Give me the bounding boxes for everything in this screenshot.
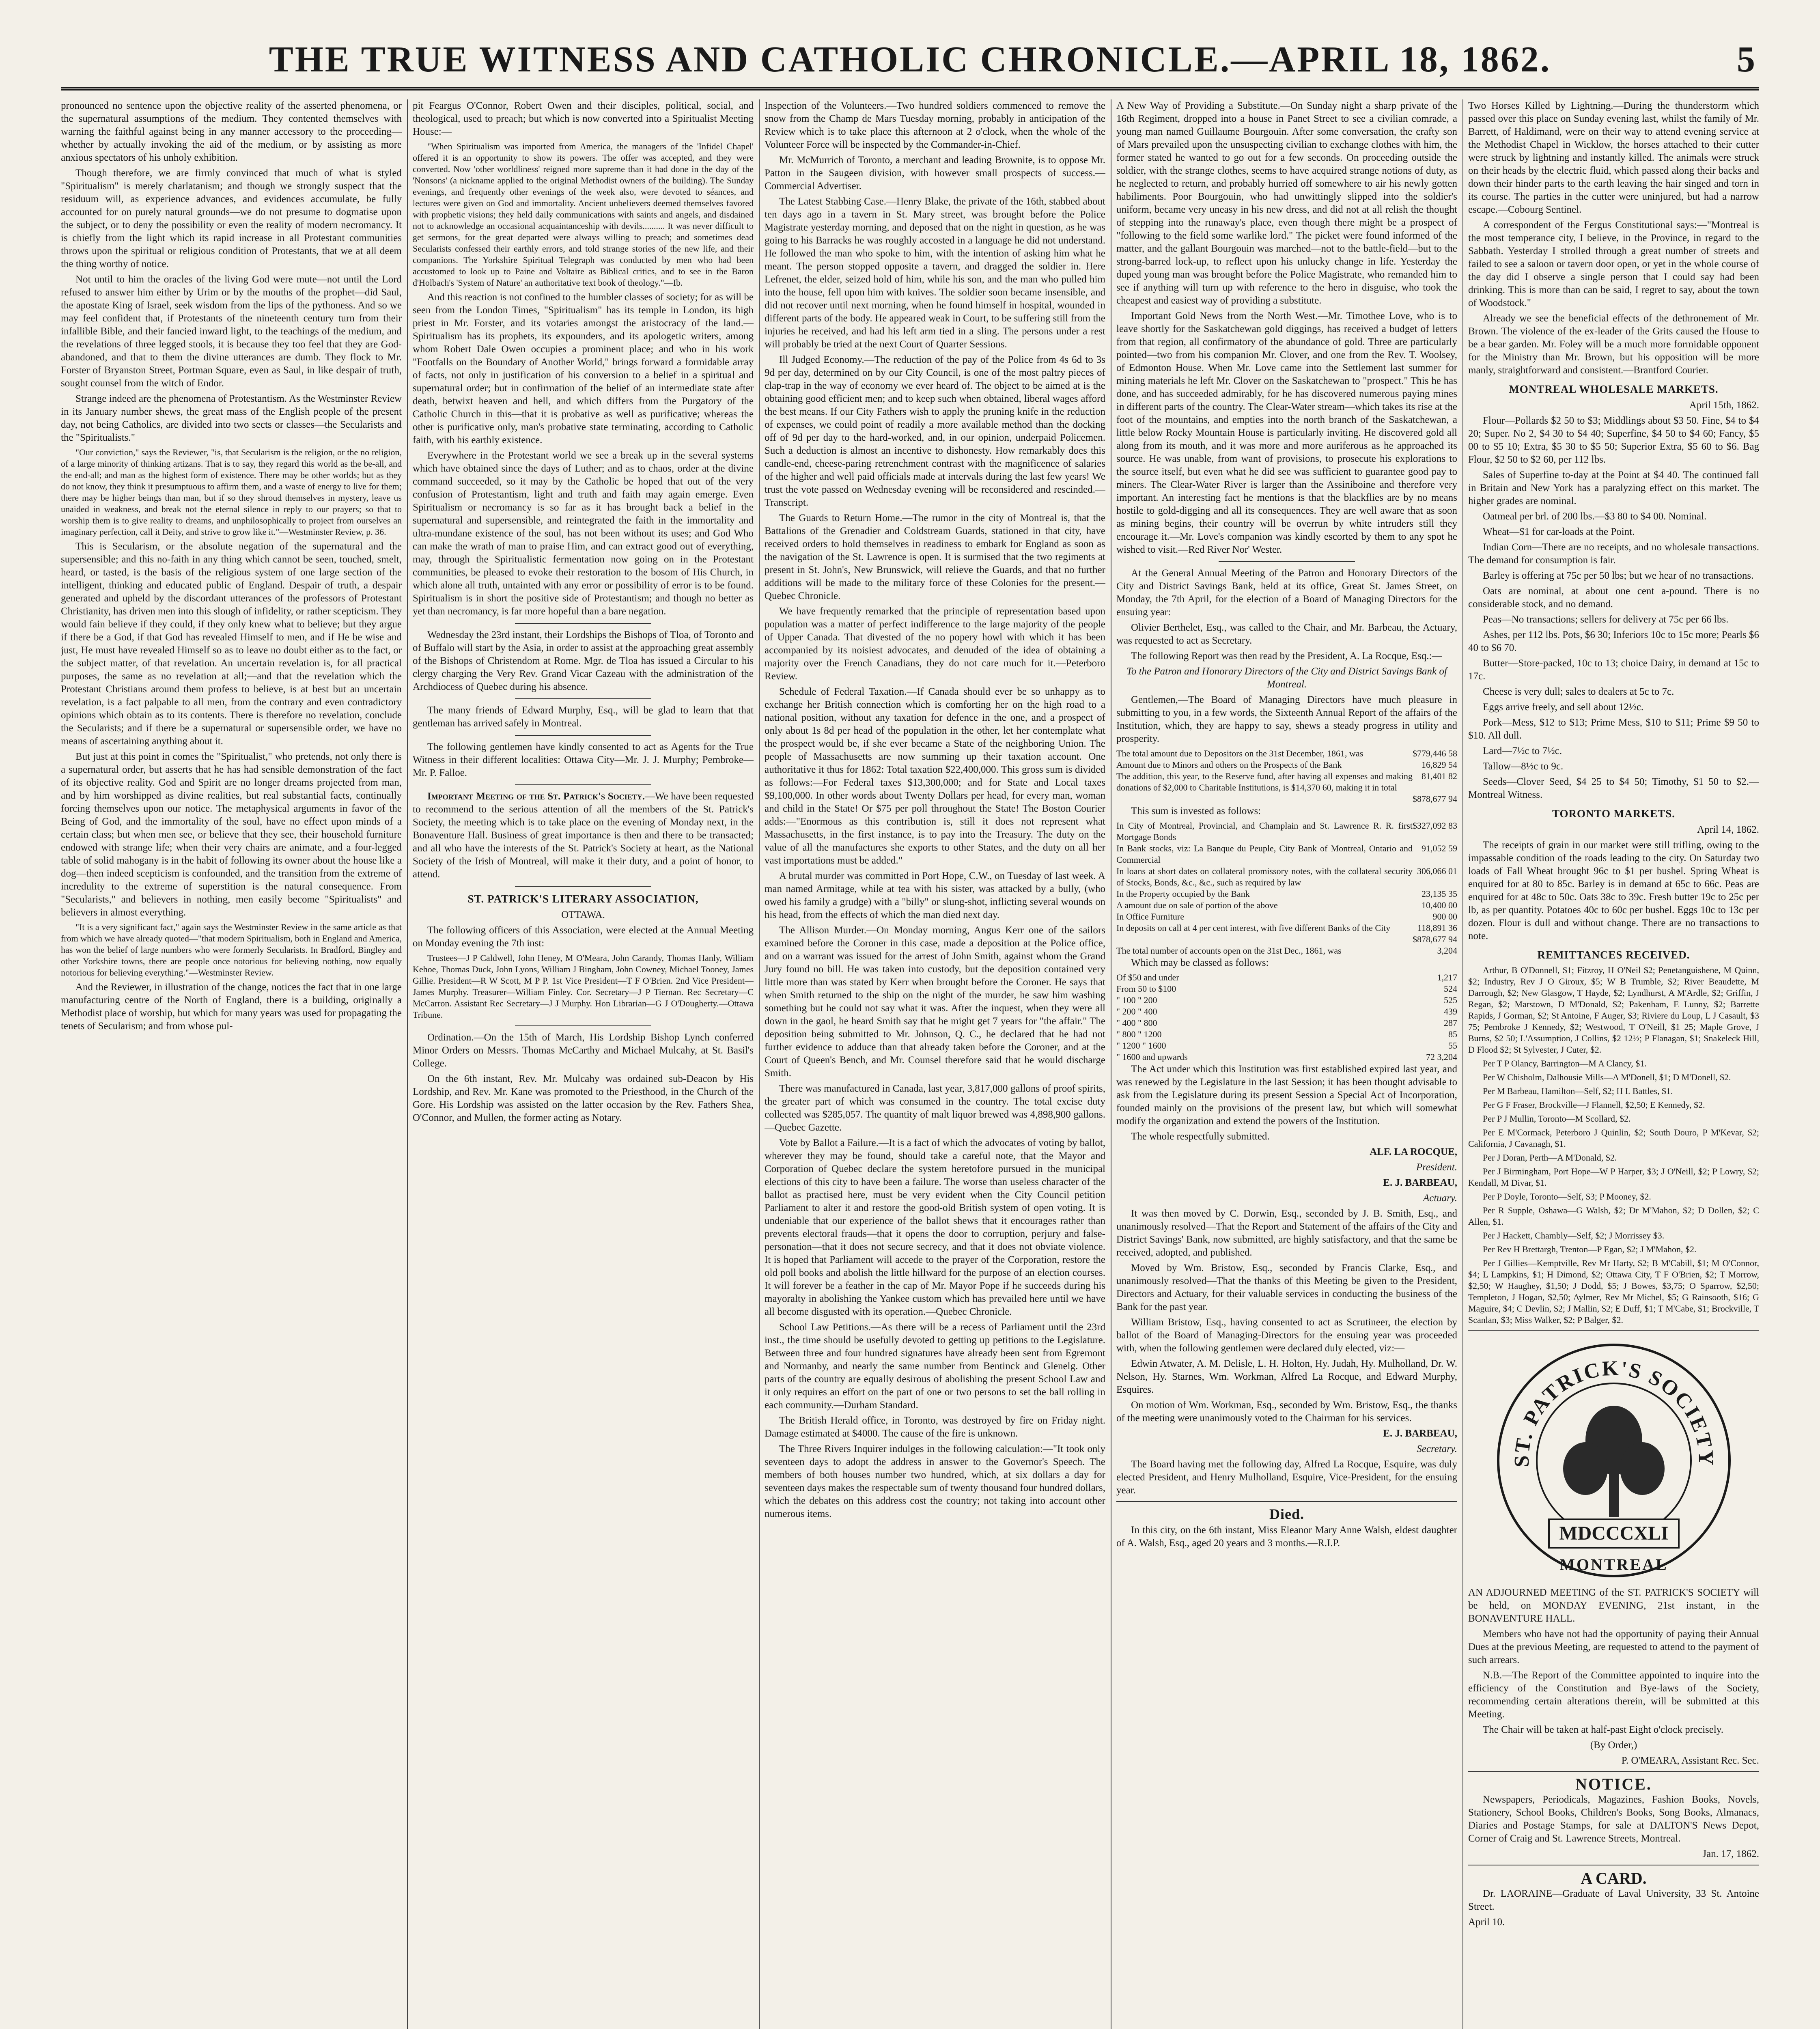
table-row <box>1116 934 1457 945</box>
column-rule <box>407 99 408 2029</box>
table-label-cell: In City of Montreal, Provincial, and Champlain and St. Lawrence R. R. first Mortgage Bonds <box>1116 821 1413 842</box>
article-paragraph: Two Horses Killed by Lightning.—During the thunderstorm which passed over this place on Sunday evening last, whilst the family of Mr. Barrett, of Haldimand, were on their way to attend evening service at the Methodist Chapel in Wicklow, the horses attached to their cutter were struck by lightning and instantly killed. The animals were struck on their heads by the electric fluid, which passed along their backs and down their hinder parts to the earth leaving the hair singed and torn in its course. The parties in the cutter were uninjured, but had a narrow escape.—Cobourg Sentinel. <box>1468 100 1759 215</box>
market-entry: Cheese is very dull; sales to dealers at 5c to 7c. <box>1483 686 1674 697</box>
remittance-entry: Per P Doyle, Toronto—Self, $3; P Mooney, $2. <box>1483 1191 1651 1202</box>
article-paragraph: Ill Judged Economy.—The reduction of the pay of the Police from 4s 6d to 3s 9d per day, determined on by our City Council, is one of the most paltry pieces of clap-trap in the way of economy we ever heard of. The object to be aimed at is the obtaining good efficient men; and to keep such when obtained, liberal wages afford the best means. If our City Fathers wish to apply the pruning knife in the reduction of expenses, we could point of readily a more available method than the docking off of 9d per day to the hard-worked, and, in our opinion, underpaid Policemen. Such a deduction is almost an incentive to dishonesty. How remarkably does this candle-end, cheese-paring retrenchment contrast with the magnificence of salaries of the higher and well paid officials made at intervals during the last few years! We trust the vote passed on Wednesday evening will be reconsidered and rescinded.—Transcript. <box>765 354 1105 508</box>
table-amount-cell: 306,066 01 <box>1417 866 1457 876</box>
remittance-entry: Per W Chisholm, Dalhousie Mills—A M'Donell, $1; D M'Donell, $2. <box>1483 1072 1731 1082</box>
meeting-notice: N.B.—The Report of the Committee appointed to inquire into the efficiency of the Constitution and Bye-laws of the Society, recommending certain alterations therein, will be submitted at this Meeting. <box>1468 1670 1759 1720</box>
table-row <box>1116 983 1457 995</box>
market-entry: Oats are nominal, at about one cent a-pound. There is no considerable stock, and no demand. <box>1468 586 1759 610</box>
article-paragraph: The whole respectfully submitted. <box>1131 1131 1270 1142</box>
table-label-cell <box>1116 934 1413 945</box>
table-row <box>1116 1040 1457 1051</box>
article-paragraph: Moved by Wm. Bristow, Esq., seconded by Francis Clarke, Esq., and unanimously resolved—That the thanks of this Meeting be given to the President, Directors and Actuary, for their valuable services in conducting the business of the Bank for the past year. <box>1116 1262 1457 1312</box>
table-label-cell: " 1600 and upwards <box>1116 1052 1188 1062</box>
table-row <box>1116 866 1457 888</box>
remittance-entry: Per G F Fraser, Brockville—J Flannell, $2,50; E Kennedy, $2. <box>1483 1100 1705 1110</box>
article-paragraph: This sum is invested as follows: <box>1131 806 1261 816</box>
section-divider <box>515 886 651 887</box>
seal-year: MDCCCXLI <box>1559 1523 1669 1544</box>
table-row <box>1116 1051 1457 1063</box>
article-paragraph: pit Feargus O'Connor, Robert Owen and their disciples, political, social, and theological, used to preach; but which is now converted into a Spiritualist Meeting House:— <box>413 100 754 137</box>
report-address: To the Patron and Honorary Directors of the City and District Savings Bank of Montreal. <box>1126 666 1447 690</box>
article-paragraph: School Law Petitions.—As there will be a recess of Parliament until the 23rd inst., the time should be usefully devoted to getting up petitions to the Legislature. Between three and four hundred signatures have already been sent from Egremont and Normanby, and nearly the same number from Bentinck and Glenelg. Other parts of the country are equally desirous of abolishing the present School Law and it only requires an effort on the part of one or two persons to set the ball rolling in each community.—Durham Standard. <box>765 1322 1105 1411</box>
article-paragraph: Wednesday the 23rd instant, their Lordships the Bishops of Tloa, of Toronto and of Buffalo will start by the Asia, in order to assist at the approaching great assembly of the Bishops of Christendom at Rome. Mgr. de Tloa has issued a Circular to his clergy charging the Very Rev. Grand Vicar Cazeau with the administration of the Archdiocess of Quebec during his absence. <box>413 629 754 692</box>
remittance-entry: Per J Doran, Perth—A M'Donald, $2. <box>1483 1152 1617 1163</box>
article-paragraph: At the General Annual Meeting of the Patron and Honorary Directors of the City and District Savings Bank, held at its office, Great St. James Street, on Monday, the 7th April, for the election of a Board of Managing Directors for the ensuing year: <box>1116 568 1457 618</box>
table-amount-cell: 524 <box>1444 984 1457 994</box>
column-2 <box>413 99 754 2029</box>
notice-heading: NOTICE. <box>1575 1775 1652 1793</box>
accounts-classification-table <box>1116 972 1457 1063</box>
article-paragraph: And the Reviewer, in illustration of the change, notices the fact that in one large manufacturing centre of the North of England, there is a building, originally a Methodist place of worship, but which for many years was used for propagating the tenets of Secularism; and from whose pul- <box>61 982 402 1032</box>
table-amount-cell: 1,217 <box>1437 972 1457 982</box>
block-quote: "It is a very significant fact," again says the Westminster Review in the same article as that from which we have already quoted—"that modern Spiritualism, both in England and America, has won the belief of large numbers who were formerly Secularists. In Bradford, Bingley and other Yorkshire towns, there are people once notorious for believing nothing, now equally notorious for believing everything."—Westminster Review. <box>61 922 402 978</box>
card-heading: A CARD. <box>1581 1869 1647 1887</box>
market-entry: Butter—Store-packed, 10c to 13; choice Dairy, in demand at 15c to 17c. <box>1468 658 1759 682</box>
officer-list: Trustees—J P Caldwell, John Heney, M O'Meara, John Carandy, Thomas Hanly, William Kehoe, Thomas Duck, John Lyons, William J Bingham, John Cowney, Michael Tooney, James Gillie. President—R W Scott, M P P. 1st Vice President—T F O'Brien. 2nd Vice President—James Murphy. Treasurer—William Finley. Cor. Secretary—J P Tiernan. Rec Secretary—C McCarron. Assistant Rec Secretary—J J Murphy. Hon Librarian—G J O'Dougherty.—Ottawa Tribune. <box>413 953 754 1020</box>
market-entry: Ashes, per 112 lbs. Pots, $6 30; Inferiors 10c to 15c more; Pearls $6 40 to $6 70. <box>1468 629 1759 653</box>
remittance-entry: Per M Barbeau, Hamilton—Self, $2; H L Battles, $1. <box>1483 1086 1673 1096</box>
table-amount-cell: 287 <box>1444 1018 1457 1028</box>
section-divider <box>1468 1330 1759 1331</box>
table-label-cell: " 400 " 800 <box>1116 1018 1157 1028</box>
section-heading: ST. PATRICK'S LITERARY ASSOCIATION, <box>467 893 699 905</box>
table-row <box>1116 793 1457 805</box>
market-entry: Barley is offering at 75c per 50 lbs; but we hear of no transactions. <box>1483 570 1754 581</box>
article-text: —We have been requested to recommend to the serious attention of all the members of the St. Patrick's Society, the meeting which is to take place on the evening of Monday next, in the Bonaventure Hall. Business of great importance is then and there to be transacted; and all who have the interests of the St. Patrick's Society at heart, as the National Society of the Irish of Montreal, will make it their duty, and a point of honor, to attend. <box>413 791 754 880</box>
market-date: April 15th, 1862. <box>1689 400 1759 411</box>
table-label-cell: In Bank stocks, viz: La Banque du Peuple, City Bank of Montreal, Ontario and Commercial <box>1116 843 1413 865</box>
investment-table <box>1116 820 1457 945</box>
table-label-cell: Of $50 and under <box>1116 972 1179 982</box>
seal-emblem-icon <box>1492 1339 1736 1582</box>
died-heading: Died. <box>1269 1506 1304 1522</box>
market-entry: Flour—Pollards $2 50 to $3; Middlings about $3 50. Fine, $4 to $4 20; Super. No 2, $4 30 to $4 40; Superfine, $4 50 to $4 60; Fancy, $5 00 to $5 10; Extra, $5 30 to $5 50; Superior Extra, $5 60 to $6. Bag Flour, $2 50 to $2 60, per 112 lbs. <box>1468 415 1759 465</box>
table-row <box>1116 900 1457 911</box>
table-label-cell: The addition, this year, to the Reserve fund, after having all expenses and making donations of $2,000 to Charitable Institutions, is $14,370 60, making it in total <box>1116 771 1413 793</box>
market-entry: Eggs arrive freely, and sell about 12½c. <box>1483 702 1644 713</box>
masthead <box>61 39 1759 90</box>
market-entry: Oatmeal per brl. of 200 lbs.—$3 80 to $4 00. Nominal. <box>1483 511 1707 522</box>
table-label-cell: In Office Furniture <box>1116 911 1184 922</box>
signature-title: Actuary. <box>1423 1193 1457 1204</box>
article-paragraph: Mr. McMurrich of Toronto, a merchant and leading Brownite, is to oppose Mr. Patton in the Saugeen division, with however small prospects of success.—Commercial Advertiser. <box>765 155 1105 192</box>
market-heading: MONTREAL WHOLESALE MARKETS. <box>1509 383 1719 395</box>
column-1 <box>61 99 402 2029</box>
article-paragraph: A brutal murder was committed in Port Hope, C.W., on Tuesday of last week. A man named Armitage, while at tea with his sister, was attacked by a bully, (who owed his family a grudge) with a "billy" or slung-shot, inflicting several wounds on his head, from the effects of which the man died next day. <box>765 870 1105 920</box>
table-label-cell: A amount due on sale of portion of the above <box>1116 900 1278 910</box>
table-amount-cell: 55 <box>1448 1040 1457 1051</box>
article-paragraph: This is Secularism, or the absolute negation of the supernatural and the supersensible; and this no-faith in any thing which cannot be seen, touched, smelt, heard, or tasted, is the basis of the religious system of one large section of the intelligent, thinking and educated public of England. Despair of truth, a despair generated and upheld by the discordant utterances of the professors of Protestant Christianity, has driven men into this slough of infidelity, or rather scepticism. They would fain believe if they could, if they only knew what to believe; but they argue if there be a God, if that God has revealed Himself to men, and if He be wise and just, He must have revealed Himself so as to leave no doubt either as to the fact, or the subject matter, of that revelation. An uncertain revelation is, for all practical purposes, the same as no revelation at all;—and that the revelation which the Protestant Christians around them profess to believe, is at best but an uncertain revelation, is a fact palpable to all men, from the contrary and even contradictory opinions which obtain as to its contents. There is therefore no revelation, conclude the Secularists; and if there be a supernatural or supersensible order, we have no means of ascertaining anything about it. <box>61 541 402 747</box>
page-number: 5 <box>1737 39 1755 80</box>
article-paragraph: The Three Rivers Inquirer indulges in the following calculation:—"It took only seventeen days to adopt the address in answer to the Governor's Speech. The members of both houses number two hundred, which, at six dollars a day for seventeen days makes the respectable sum of twenty thousand four hundred dollars, which the debates on this address cost the country; not taking into account other numerous items. <box>765 1443 1105 1519</box>
accounts-total-value: 3,204 <box>1437 946 1457 956</box>
column-3 <box>765 99 1105 2029</box>
article-paragraph: The Act under which this Institution was first established expired last year, and was renewed by the Legislature in the last Session; it has been thought advisable to ask from the Legislature during its present Session a Special Act of Incorporation, founded mainly on the provisions of the present law, but which will somewhat modify the organization and extend the powers of the Institution. <box>1116 1064 1457 1127</box>
article-paragraph: On the 6th instant, Rev. Mr. Mulcahy was ordained sub-Deacon by His Lordship, and Rev. Mr. Kane was promoted to the Priesthood, in the Church of the Gore. His Lordship was assisted on the latter occasion by the Rev. Fathers Shea, O'Connor, and Mullen, the former acting as Notary. <box>413 1073 754 1123</box>
article-paragraph: Already we see the beneficial effects of the dethronement of Mr. Brown. The violence of the ex-leader of the Grits caused the House to be a bear garden. Mr. Foley will be a much more formidable opponent for the Ministry than Mr. Brown, but his opposition will be more manly, straightforward and consistent.—Brantford Courier. <box>1468 313 1759 376</box>
table-amount-cell: 72 3,204 <box>1426 1052 1457 1062</box>
market-entry: Lard—7½c to 7½c. <box>1483 745 1562 756</box>
seal-city: MONTREAL <box>1559 1555 1668 1574</box>
table-row <box>1116 972 1457 983</box>
column-rule <box>759 99 760 2029</box>
table-label-cell <box>1116 793 1413 805</box>
table-row <box>1116 911 1457 922</box>
article-paragraph: A correspondent of the Fergus Constitutional says:—"Montreal is the most temperance city, I believe, in the Province, in regard to the Sabbath. Yesterday I strolled through a great number of streets and failed to see a saloon or tavern door open, or yet in the whole course of the day did I observe a single person that I could say had been drinking. This is more than can be said, I regret to say, about the town of Woodstock." <box>1468 220 1759 308</box>
meeting-notice: AN ADJOURNED MEETING of the ST. PATRICK'S SOCIETY will be held, on MONDAY EVENING, 21st instant, in the BONAVENTURE HALL. <box>1468 1587 1759 1624</box>
table-label-cell: " 800 " 1200 <box>1116 1029 1162 1039</box>
table-label-cell: " 1200 " 1600 <box>1116 1040 1166 1051</box>
article-paragraph: Gentlemen,—The Board of Managing Directors have much pleasure in submitting to you, in a few words, the Sixteenth Annual Report of the affairs of the Institution, which, they are happy to say, shews a steady progress in utility and prosperity. <box>1116 694 1457 744</box>
table-row <box>1116 1029 1457 1040</box>
table-amount-cell: 525 <box>1444 995 1457 1005</box>
article-paragraph: Vote by Ballot a Failure.—It is a fact of which the advocates of voting by ballot, wherever they may be found, should take a careful note, that the Mayor and Corporation of Quebec declare the system heretofore pursued in the municipal elections of this city to have been a failure. The worse than useless character of the ballot as practised here, must be very evident when the City Council petition Parliament to alter it and restore the good-old British system of open voting. It is undeniable that our experience of the ballot shews that it encourages rather than prevents electoral frauds—that it opens the door to corruption, perjury and false-personation—that it does not secure secrecy, and that it does not obviate violence. It is hoped that Parliament will accede to the prayer of the Corporation, restore the old poll books and abolish the little hillward for the purpose of an election courses. It will forever be a feather in the cap of Mr. Mayor Pope if he succeeds during his mayoralty in abolishing the Yankee custom which has prevailed here until we have all become disgusted with its operation.—Quebec Chronicle. <box>765 1137 1105 1317</box>
column-4 <box>1116 99 1457 2029</box>
article-paragraph: Olivier Berthelet, Esq., was called to the Chair, and Mr. Barbeau, the Actuary, was requested to act as Secretary. <box>1116 622 1457 646</box>
signature-name: E. J. BARBEAU, <box>1383 1177 1457 1188</box>
market-entry: Seeds—Clover Seed, $4 25 to $4 50; Timothy, $1 50 to $2.—Montreal Witness. <box>1468 776 1759 800</box>
table-label-cell: The total amount due to Depositors on the 31st December, 1861, was <box>1116 748 1363 758</box>
article-paragraph: Strange indeed are the phenomena of Protestantism. As the Westminster Review in its January number shews, the great mass of the English people of the present day, not being Catholics, are divided into two sects or classes—the Secularists and the "Spiritualists." <box>61 393 402 443</box>
table-amount-cell: 118,891 36 <box>1417 923 1457 933</box>
table-amount-cell: 900 00 <box>1432 911 1457 922</box>
table-amount-cell: 439 <box>1444 1006 1457 1017</box>
article-paragraph: The Guards to Return Home.—The rumor in the city of Montreal is, that the Battalions of the Grenadier and Coldstream Guards, stationed in that city, have received orders to hold themselves in readiness to embark for England as soon as the navigation of the St. Lawrence is open. It is surmised that the two regiments at present in St. John's, New Brunswick, will relieve the Guards, and that no further additions will be made to the military force of these Colonies for the present.—Quebec Chronicle. <box>765 513 1105 601</box>
obituary-notice: In this city, on the 6th instant, Miss Eleanor Mary Anne Walsh, eldest daughter of A. Walsh, Esq., aged 20 years and 3 months.—R.I.P. <box>1116 1525 1457 1549</box>
article-paragraph: Edwin Atwater, A. M. Delisle, L. H. Holton, Hy. Judah, Hy. Mulholland, Dr. W. Nelson, Hy. Starnes, Wm. Workman, Alfred La Rocque, and Edward Murphy, Esquires. <box>1116 1358 1457 1395</box>
article-paragraph: But just at this point in comes the "Spiritualist," who pretends, not only there is a supernatural order, but asserts that he has had sensible demonstration of the fact of its objective reality. God and Spirit are no longer dreams projected from man, and by him worshipped as divine realities, but real substantial facts, continually forcing themselves upon our notice. The metaphysical arguments in favor of the Being of God, and the immortality of the soul, have no effect upon minds of a certain class; but when men see, or believe that they see, their household furniture endowed with strange life; when their very chairs are animate, and a four-legged table of solid mahogany is in the habit of following its owner about the house like a dog—then indeed scepticism is confounded, and the transition from the extreme of incredulity to the extreme of superstition is the natural consequence. From "Secularists," and believers in nothing, men easily become "Spiritualists" and believers in almost everything. <box>61 751 402 918</box>
article-paragraph: Though therefore, we are firmly convinced that much of what is styled "Spiritualism" is merely charlatanism; and though we strongly suspect that the residuum will, as experience advances, and evidences accumulate, be fully accounted for on purely natural grounds—we do not presume to dogmatise upon the subject, or to deny the possibility or even the reality of modern necromancy. It is chiefly from the light which its rapid increase in all Protestant communities throws upon the spiritual or religious condition of Protestants, that we at all deem the thing worthy of notice. <box>61 168 402 269</box>
table-row <box>1116 759 1457 771</box>
article-paragraph: William Bristow, Esq., having consented to act as Scrutineer, the election by ballot of the Board of Managing-Directors for the ensuing year was proceeded with, when the following gentlemen were declared duly elected, viz:— <box>1116 1317 1457 1354</box>
table-label-cell: In deposits on call at 4 per cent interest, with five different Banks of the City <box>1116 923 1391 933</box>
remittance-entry: Arthur, B O'Donnell, $1; Fitzroy, H O'Neil $2; Penetanguishene, M Quinn, $2; Industry, Rev J O Giroux, $5; W B Trumble, $2; River Beaudette, M Darrough, $2; New Glasgow, T Hayde, $2; Lyndhurst, A M'Ardle, $2; Griffin, J Regan, $2; Marstown, D M'Donald, $2; Pakenham, E Lunny, $2; Barrette Rapids, J Gorman, $2; St Antoine, F Auger, $3; Riviere du Loup, L J Casault, $3 75; Pembroke J Kennedy, $2; Westwood, T O'Neill, $1 25; Maple Grove, J Burns, $2 50; L'Assumption, J Collins, $2 12½; P Flanagan, $1; Snakeleck Hill, D Flood $2; St Sylvester, J Cuter, $2. <box>1468 965 1759 1055</box>
article-paragraph: Ordination.—On the 15th of March, His Lordship Bishop Lynch conferred Minor Orders on Messrs. Thomas McCarthy and Michael Mulcahy, at St. Basil's College. <box>413 1032 754 1069</box>
article-paragraph: The British Herald office, in Toronto, was destroyed by fire on Friday night. Damage estimated at $4000. The cause of the fire is unknown. <box>765 1415 1105 1439</box>
table-label-cell: " 200 " 400 <box>1116 1006 1157 1017</box>
section-divider <box>515 623 651 624</box>
table-amount-cell: 91,052 59 <box>1422 843 1457 853</box>
market-entry: Sales of Superfine to-day at the Point at $4 40. The continued fall in Britain and New York has a paralyzing effect on this market. The higher grades are nominal. <box>1468 470 1759 506</box>
table-label-cell: Amount due to Minors and others on the Prospects of the Bank <box>1116 760 1342 770</box>
market-entry: Tallow—8½c to 9c. <box>1483 761 1564 772</box>
article-paragraph: Everywhere in the Protestant world we see a break up in the several systems which have obtained since the days of Luther; and as to chaos, order at the divine command succeeded, so it may by the Catholic be hoped that out of the very confusion of Protestantism, light and truth and faith may again emerge. Even Spiritualism or necromancy is so far as it has brought back a belief in the supernatural and supersensible, and reintegrated the faith in the immortality and ultra-mundane existence of the soul, has not been without its uses; and God Who can make the wrath of man to praise Him, and can extract good out of everything, may, through the Spiritualistic fermentation now going on in the Protestant communities, be pleased to evoke their restoration to the bosom of His Church, in which alone all truth, untainted with any error or possibility of error is to be found. Spiritualism is in short the positive side of Protestantism; and though no better as yet than necromancy, is far more hopeful than a bare negation. <box>413 450 754 617</box>
market-entry: Wheat—$1 for car-loads at the Point. <box>1483 526 1635 537</box>
table-amount-cell: 85 <box>1448 1029 1457 1039</box>
section-subheading: OTTAWA. <box>561 909 605 920</box>
meeting-notice: Members who have not had the opportunity of paying their Annual Dues at the previous Meeting, are requested to attend to the payment of such arrears. <box>1468 1628 1759 1665</box>
notice-date: Jan. 17, 1862. <box>1702 1848 1759 1859</box>
table-label-cell: In the Property occupied by the Bank <box>1116 889 1250 899</box>
card-date: April 10. <box>1468 1917 1505 1928</box>
section-divider <box>515 735 651 736</box>
article-paragraph: Important Gold News from the North West.—Mr. Timothee Love, who is to leave shortly for the Saskatchewan gold diggings, has received a budget of letters from that region, all confirmatory of the abundance of gold. Three are particularly pointed—two from his companion Mr. Clover, and one from the Rev. T. Woolsey, of Edmonton House. When Mr. Love came into the Settlement last summer for mining materials he left Mr. Clover on the Saskatchewan to "prospect." This he has done, and has succeeded admirably, for he has discovered numerous paying mines in different parts of the country. The Clear-Water stream—which takes its rise at the foot of the mountains, and empties into the north branch of the Saskatchewan, a little below Rocky Mountain House is particularly inviting. He discovered gold all along from its mouth, and it was more and more auriferous as he approached its source. He was unable, from want of provisions, to prosecute his explorations to the source itself, but even what he did see was sufficient to guarantee good pay to miners. The Clear-Water River is larger than the Assiniboine and therefore very important. An interesting fact he mentions is that the blackflies are by no means hostile to gold-digging and all its consequences. They are well aware that as soon as mining begins, their country will be overrun by white intruders still they encourage it.—Mr. Love's companion was kindly escorted by them to any spot he wished to visit.—Red River Nor' Wester. <box>1116 310 1457 555</box>
article-paragraph: On motion of Wm. Workman, Esq., seconded by Wm. Bristow, Esq., the thanks of the meeting were unanimously voted to the Chairman for his services. <box>1116 1400 1457 1424</box>
column-5 <box>1468 99 1759 2029</box>
table-amount-cell: $878,677 94 <box>1413 934 1457 944</box>
table-row <box>1116 1006 1457 1017</box>
table-amount-cell: 23,135 35 <box>1422 889 1457 899</box>
remittance-entry: Per E M'Cormack, Peterboro J Quinlin, $2; South Douro, P M'Kevar, $2; California, J Cavanagh, $1. <box>1468 1127 1759 1149</box>
newspaper-title: THE TRUE WITNESS AND CATHOLIC CHRONICLE.—APRIL 18, 1862. <box>269 39 1551 80</box>
article-paragraph: We have frequently remarked that the principle of representation based upon population was a matter of perfect indifference to the large majority of the people of Upper Canada. That divested of the no popery howl with which it has been accompanied by its noisiest advocates, and denuded of the idea of obtaining a majority over the French Canadians, they do not care much for it.—Peterboro Review. <box>765 606 1105 682</box>
meeting-notice: The Chair will be taken at half-past Eight o'clock precisely. <box>1483 1724 1723 1735</box>
article-paragraph: The following officers of this Association, were elected at the Annual Meeting on Monday evening the 7th inst: <box>413 925 754 949</box>
article-paragraph: And this reaction is not confined to the humbler classes of society; for as will be seen from the London Times, "Spiritualism" has its temple in London, its high priest in Mr. Forster, and its votaries amongst the aristocracy of the land.—Spiritualism has its prophets, its expounders, and its apologetic writers, among whom Robert Dale Owen occupies a prominent place; and who in his work "Footfalls on the Boundary of Another World," brings forward a formidable array of facts, not only in justification of his conversion to a belief in a spiritual and supernatural order; but in confirmation of the belief of an intermediate state after death, betwixt heaven and hell, and which differs from the Purgatory of the Catholic Church in this—that it is probative as well as purificative; whereas the other is purificative only, man's probative state terminating, according to Catholic faith, with his earthly existence. <box>413 292 754 446</box>
section-divider <box>1219 561 1355 562</box>
article-paragraph: Schedule of Federal Taxation.—If Canada should ever be so unhappy as to exchange her British connection which is comforting her on the high road to a national position, without any taxation for defence in the one, and a prospect of only about 1s 8d per head of the population in the other, let her contemplate what the prospect would be, if she ever became a State of the neighboring Union. The people of Massachusetts are now summing up their taxation account. One authoritative it thus for 1862: Total taxation $22,400,000. This gross sum is divided as follows:—For Federal taxes $13,300,000; and for State and Local taxes $9,100,000. In other words about Twenty Dollars per head, for every man, woman and child in the State! Or $75 per poll throughout the State! The Boston Courier adds:—"Enormous as this contribution is, still it does not represent what Massachusetts, in the first instance, is to pay into the Treasury. The duty on the value of all the manufactures she exports to other States, and the duty on all her vast importations must be added." <box>765 686 1105 866</box>
article-paragraph: The Board having met the following day, Alfred La Rocque, Esquire, was duly elected President, and Henry Mulholland, Esquire, Vice-President, for the ensuing year. <box>1116 1459 1457 1496</box>
table-row <box>1116 748 1457 759</box>
accounts-total-table <box>1116 945 1457 956</box>
article-paragraph: A New Way of Providing a Substitute.—On Sunday night a sharp private of the 16th Regiment, dropped into a house in Panet Street to see a civilian comrade, a young man named Guillaume Bourgouin. After some conversation, the crafty son of Mars prevailed upon the unsuspecting civilian to exchange clothes with him, the former stated he wanted to go out for a few seconds. On proceeding outside the soldier, with the strange clothes, seems to have acquired strange notions of duty, as he neglected to return, and probably hurried off somewhere to air his newly gotten habiliments. Poor Bourgouin, who had unwittingly slipped into the soldier's uniform, became very uneasy in his new dress, and did not at all relish the thought of stepping into the runaway's place, even though there might be a prospect of "following to the field some warlike lord." The picket were found informed of the matter, and the gallant Bourgouin was marched—not to the battle-field—but to the strong-barred lock-up, to reflect upon his unlucky change in life. Yesterday the duped young man was brought before the Police Magistrate, who remanded him to see if anything will turn up with reference to the hero in disguise, who took the cheapest and easiest way of providing a substitute. <box>1116 100 1457 306</box>
remittances-heading: REMITTANCES RECEIVED. <box>1537 949 1690 961</box>
market-heading: TORONTO MARKETS. <box>1552 808 1676 820</box>
seal-inscription: ST. PATRICK'S SOCIETY <box>1510 1357 1717 1467</box>
market-entry: Pork—Mess, $12 to $13; Prime Mess, $10 to $11; Prime $9 50 to $10. All dull. <box>1468 717 1759 741</box>
section-divider <box>1116 1501 1457 1502</box>
table-amount-cell: 16,829 54 <box>1422 760 1457 770</box>
remittance-entry: Per P J Mullin, Toronto—M Scollard, $2. <box>1483 1114 1631 1124</box>
article-paragraph: There was manufactured in Canada, last year, 3,817,000 gallons of proof spirits, the greater part of which was consumed in the country. The total excise duty collected was $285,057. The quantity of malt liquor brewed was 4,898,900 gallons.—Quebec Gazette. <box>765 1083 1105 1133</box>
remittance-entry: Per J Hackett, Chambly—Self, $2; J Morrissey $3. <box>1483 1230 1665 1241</box>
section-divider <box>515 698 651 699</box>
table-amount-cell: 81,401 82 <box>1422 771 1457 781</box>
section-divider <box>515 784 651 785</box>
order-signature: P. O'MEARA, Assistant Rec. Sec. <box>1621 1755 1759 1766</box>
article-paragraph: pronounced no sentence upon the objective reality of the asserted phenomena, or the supernatural assumptions of the medium. They contented themselves with warning the faithful against being in any manner accessory to the proceeding—whether by actually invoking the aid of the medium, or by assisting as more anxious spectators of his unholy exhibition. <box>61 100 402 163</box>
article-paragraph: The following gentlemen have kindly consented to act as Agents for the True Witness in their different localities: Ottawa City—Mr. J. J. Murphy; Pembroke—Mr. P. Falloe. <box>413 741 754 778</box>
column-rule <box>1462 99 1463 2029</box>
table-label-cell: From 50 to $100 <box>1116 984 1176 994</box>
st-patricks-society-seal <box>1492 1339 1736 1582</box>
signature-name: E. J. BARBEAU, <box>1383 1428 1457 1439</box>
remittance-entry: Per Rev H Brettargh, Trenton—P Egan, $2; J M'Mahon, $2. <box>1483 1244 1697 1254</box>
market-date: April 14, 1862. <box>1697 824 1759 835</box>
article-paragraph: The Allison Murder.—On Monday morning, Angus Kerr one of the sailors examined before the Coroner in this case, made a deposition at the Police office, and on a warrant was issued for the arrest of John Smith, against whom the Grand Jury found no bill. He was taken into custody, but the deposition contained very little more than was stated by Kerr when brought before the Coroner. He says that when Smith returned to the ship on the night of the murder, he saw him washing something but he could not say what it was. After the inquest, when they were all down in the gaol, he heard Smith say that he might get 7 years for "the affair." The deposition being submitted to Mr. Johnson, Q. C., he declared that he had not further evidence to adduce than that already taken before the Coroner, and at the Court of Queen's Bench, and Mr. Counsel therefore said that he would discharge Smith. <box>765 925 1105 1079</box>
table-row <box>1116 888 1457 900</box>
remittance-entry: Per J Gillies—Kemptville, Rev Mr Harty, $2; B M'Cabill, $1; M O'Connor, $4; L Lampkins, $1; H Dimond, $2; Ottawa City, T F O'Brien, $2; T Morrow, $2,50; W Haughey, $1,50; J Dodd, $5; J Bowes, $3,75; O Sparrow, $2,50; Templeton, J Hogan, $2,50; Aylmer, Rev Mr Michel, $5; G Rainsooth, $16; G Maguire, $4; C Devlin, $2; J Mallin, $2; E Duff, $1; T M'Cabe, $1; Brockville, T Scanlan, $3; Miss Walker, $2; P Balger, $2. <box>1468 1258 1759 1325</box>
table-row <box>1116 922 1457 934</box>
table-row <box>1116 771 1457 793</box>
block-quote: "When Spiritualism was imported from America, the managers of the 'Infidel Chapel' offered it is an opportunity to show its powers. The offer was accepted, and they were converted. Now 'other worldliness' reigned more supreme than it had done in the day of the 'Nonsons' (a nickname applied to the original Methodist owners of the building). The Sunday evenings, and frequently other evenings of the week also, were devoted to séances, and lectures were given on God and immortality. Ancient unbelievers deemed themselves favored with prophetic visions; they held daily communications with saints and angels, and disdained not to acknowledge an occasional acquaintanceship with devils.......... It was never difficult to get sermons, for the great departed were always willing to preach; and sometimes dead Secularists confessed their earthly errors, and told strange stories of the new life, and their companions. The Yorkshire Spiritual Telegraph was conducted by men who had been accustomed to look up to Paine and Voltaire as Biblical critics, and to see in the Baron d'Holbach's 'System of Nature' an authoritative text book of theology."—Ib. <box>413 141 754 288</box>
article-paragraph: It was then moved by C. Dorwin, Esq., seconded by J. B. Smith, Esq., and unanimously resolved—That the Report and Statement of the affairs of the City and District Savings' Bank, now submitted, are highly satisfactory, and that the same be received, adopted, and published. <box>1116 1208 1457 1258</box>
article-paragraph <box>413 790 754 881</box>
order-line: (By Order,) <box>1590 1740 1637 1751</box>
table-amount-cell: $327,092 83 <box>1413 821 1457 831</box>
article-paragraph: Which may be classed as follows: <box>1131 957 1269 968</box>
article-paragraph: The following Report was then read by the President, A. La Rocque, Esq.:— <box>1131 650 1442 661</box>
signature-name: ALF. LA ROCQUE, <box>1370 1146 1457 1157</box>
table-row <box>1116 820 1457 843</box>
table-amount-cell: $779,446 58 <box>1413 748 1457 758</box>
accounts-total-label: The total number of accounts open on the 31st Dec., 1861, was <box>1116 946 1342 956</box>
section-divider <box>515 1025 651 1026</box>
remittance-entry: Per R Supple, Oshawa—G Walsh, $2; Dr M'Mahon, $2; D Dollen, $2; C Allen, $1. <box>1468 1205 1759 1227</box>
card-text: Dr. LAORAINE—Graduate of Laval University, 33 St. Antoine Street. <box>1468 1888 1759 1912</box>
article-paragraph: Not until to him the oracles of the living God were mute—not until the Lord refused to answer him either by Urim or by the mouths of the prophet—did Saul, the apostate King of Israel, seek wisdom from the lips of the pythoness. And so we may feel confident that, if Protestants of the nineteenth century turn from their infallible Bible, and their fancied inward light, to the teachings of the medium, and the revelations of three legged stools, it is because they too feel that they are God-abandoned, and that to them the divine utterances are dumb. They flock to Mr. Forster of Bryanston Street, Portman Square, even as Saul, in like despair of truth, sought counsel from the witch of Endor. <box>61 274 402 389</box>
table-amount-cell: $878,677 94 <box>1413 794 1457 804</box>
table-amount-cell: 10,400 00 <box>1422 900 1457 910</box>
table-row <box>1116 843 1457 866</box>
table-label-cell: " 100 " 200 <box>1116 995 1157 1005</box>
signature-title: Secretary. <box>1417 1443 1457 1454</box>
article-lead: Important Meeting of the St. Patrick's Society. <box>427 791 645 802</box>
market-entry: Peas—No transactions; sellers for delivery at 75c per 66 lbs. <box>1483 614 1729 625</box>
section-divider <box>1468 1771 1759 1772</box>
remittance-entry: Per T P Olancy, Barrington—M A Clancy, $1. <box>1483 1058 1647 1068</box>
table-row <box>1116 1017 1457 1029</box>
block-quote: "Our conviction," says the Reviewer, "is, that Secularism is the religion, or the no religion, of a large minority of thinking artizans. That is to say, they regard this world as the be-all, and the end-all; and man as the highest form of existence. There may be other worlds; but as they do not know, they think it presumptuous to affirm them, and a waste of energy to live for them; there may be higher beings than man, but if so they shroud themselves in mystery, leave us unaided in weakness, and break not the eternal silence in reply to our prayers; so that to worship them is to give reality to dreams, and unphilosophically to project from ourselves an imaginary perfection, call it Deity, and strive to grow like it."—Westminster Review, p. 36. <box>61 447 402 537</box>
article-paragraph: The Latest Stabbing Case.—Henry Blake, the private of the 16th, stabbed about ten days ago in a tavern in St. Mary street, was brought before the Police Magistrate yesterday morning, and deposed that on the night in question, as he was going to his Barracks he was roughly accosted in a language he did not understand. He followed the man who spoke to him, with the intention of asking him what he meant. The person stopped opposite a tavern, and dragged the soldier in. Here Lefrenet, the elder, seized hold of him, while his son, and the man who pulled him into the house, fell upon him with knives. The soldier soon became insensible, and did not recover until next morning, when he found himself in hospital, wounded in different parts of the body. He appeared weak in Court, to be suffering still from the injuries he received, and had his left arm tied in a sling. The persons under a rest will probably be tried at the next Court of Quarter Sessions. <box>765 196 1105 350</box>
signature-title: President. <box>1416 1162 1457 1173</box>
deposit-summary-table <box>1116 748 1457 805</box>
article-paragraph: The many friends of Edward Murphy, Esq., will be glad to learn that that gentleman has arrived safely in Montreal. <box>413 705 754 729</box>
table-row <box>1116 995 1457 1006</box>
market-entry: Indian Corn—There are no receipts, and no wholesale transactions. The demand for consumption is fair. <box>1468 542 1759 566</box>
market-entry: The receipts of grain in our market were still trifling, owing to the impassable condition of the roads leading to the city. On Saturday two loads of Fall Wheat brought 96c to $1 per bushel. Spring Wheat is enquired for at 80 to 85c. Barley is in demand at 65c to 66c. Peas are enquired for at 48c to 50c. Oats 38c to 39c. Fresh butter 19c to 25c per lb, as per quantity. Potatoes 40c to 60c per bushel. Eggs 10c to 13c per dozen. Flour is dull and without change. There are no transactions to note. <box>1468 840 1759 941</box>
notice-text: Newspapers, Periodicals, Magazines, Fashion Books, Novels, Stationery, School Books, Children's Books, Song Books, Almanacs, Diaries and Postage Stamps, for sale at DALTON'S News Depot, Corner of Craig and St. Lawrence Streets, Montreal. <box>1468 1794 1759 1844</box>
remittance-entry: Per J Birmingham, Port Hope—W P Harper, $3; J O'Neill, $2; P Lowry, $2; Kendall, M Divar, $1. <box>1468 1166 1759 1188</box>
article-paragraph: Inspection of the Volunteers.—Two hundred soldiers commenced to remove the snow from the Champ de Mars Tuesday morning, probably in anticipation of the Review which is to take place this afternoon at 2 o'clock, when the whole of the Volunteer Force will be inspected by the Commander-in-Chief. <box>765 100 1105 150</box>
table-label-cell: In loans at short dates on collateral promissory notes, with the collateral security of Stocks, Bonds, &c., &c., such as required by law <box>1116 866 1413 887</box>
